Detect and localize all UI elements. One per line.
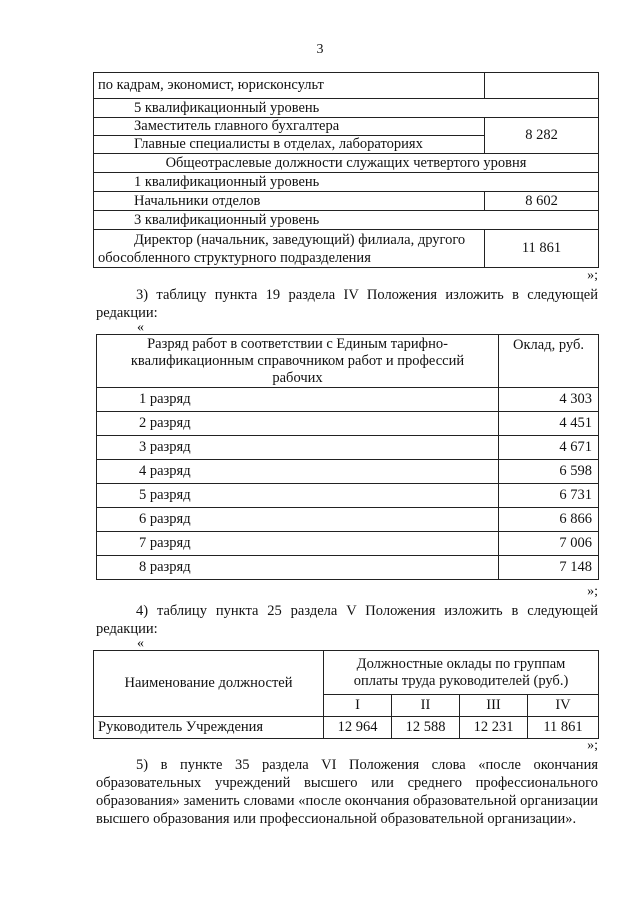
grade-cell: 2 разряд bbox=[97, 412, 499, 436]
grade-cell: 7 разряд bbox=[97, 532, 499, 556]
table-header-row bbox=[97, 335, 599, 388]
salary-cell: 6 598 bbox=[499, 460, 599, 484]
grade-cell: 3 разряд bbox=[97, 436, 499, 460]
table-row bbox=[94, 192, 599, 211]
table-row bbox=[94, 173, 599, 192]
header-grade: Разряд работ в соответствии с Единым тарифно-квалификационным справочником работ и профессий рабочих bbox=[97, 335, 499, 388]
table-cell: Заместитель главного бухгалтера bbox=[94, 118, 485, 136]
salary-cell: 4 451 bbox=[499, 412, 599, 436]
salary-cell: 12 964 bbox=[324, 717, 392, 739]
table-row bbox=[97, 484, 599, 508]
table-row bbox=[97, 436, 599, 460]
table-cell bbox=[485, 73, 599, 99]
table-managers bbox=[93, 650, 599, 739]
header-salary: Оклад, руб. bbox=[499, 335, 599, 388]
table-row bbox=[97, 508, 599, 532]
position-cell: Руководитель Учреждения bbox=[94, 717, 324, 739]
table-grades bbox=[96, 334, 599, 580]
table-header-row bbox=[94, 651, 599, 695]
quote-close-3: »; bbox=[587, 738, 598, 753]
table-row bbox=[94, 230, 599, 268]
header-groups: Должностные оклады по группам оплаты труда руководителей (руб.) bbox=[324, 651, 599, 695]
grade-cell: 6 разряд bbox=[97, 508, 499, 532]
group-header: III bbox=[460, 695, 528, 717]
salary-cell: 7 006 bbox=[499, 532, 599, 556]
table-row bbox=[97, 532, 599, 556]
page-number: 3 bbox=[316, 42, 324, 57]
grade-cell: 1 разряд bbox=[97, 388, 499, 412]
salary-cell: 4 671 bbox=[499, 436, 599, 460]
grade-cell: 5 разряд bbox=[97, 484, 499, 508]
table-row bbox=[97, 388, 599, 412]
salary-cell: 11 861 bbox=[528, 717, 599, 739]
paragraph-4: 4) таблицу пункта 25 раздела V Положения изложить в следующей редакции: bbox=[96, 603, 598, 637]
table-cell: по кадрам, экономист, юрисконсульт bbox=[94, 73, 485, 99]
table-row bbox=[94, 717, 599, 739]
quote-close-1: »; bbox=[587, 268, 598, 283]
header-position: Наименование должностей bbox=[94, 651, 324, 717]
table-cell: Главные специалисты в отделах, лабораториях bbox=[94, 136, 485, 154]
quote-open-1: « bbox=[137, 320, 144, 335]
table-row bbox=[97, 556, 599, 580]
salary-cell: 6 866 bbox=[499, 508, 599, 532]
quote-open-2: « bbox=[137, 636, 144, 651]
table-cell: Общеотраслевые должности служащих четвертого уровня bbox=[94, 154, 599, 173]
group-header: I bbox=[324, 695, 392, 717]
table-row bbox=[94, 99, 599, 118]
table-row bbox=[94, 73, 599, 99]
group-header: IV bbox=[528, 695, 599, 717]
table-cell: 11 861 bbox=[485, 230, 599, 268]
grade-cell: 8 разряд bbox=[97, 556, 499, 580]
table-cell: 1 квалификационный уровень bbox=[94, 173, 599, 192]
table-cell: 8 282 bbox=[485, 118, 599, 154]
table-cell: 5 квалификационный уровень bbox=[94, 99, 599, 118]
table-positions bbox=[93, 72, 599, 268]
group-header: II bbox=[392, 695, 460, 717]
salary-cell: 12 231 bbox=[460, 717, 528, 739]
salary-cell: 6 731 bbox=[499, 484, 599, 508]
paragraph-3: 3) таблицу пункта 19 раздела IV Положения изложить в следующей редакции: bbox=[96, 287, 598, 321]
table-cell: Начальники отделов bbox=[94, 192, 485, 211]
table-cell: 3 квалификационный уровень bbox=[94, 211, 599, 230]
salary-cell: 12 588 bbox=[392, 717, 460, 739]
salary-cell: 7 148 bbox=[499, 556, 599, 580]
table-row bbox=[94, 211, 599, 230]
table-row bbox=[94, 118, 599, 136]
salary-cell: 4 303 bbox=[499, 388, 599, 412]
table-row bbox=[97, 460, 599, 484]
table-row bbox=[94, 154, 599, 173]
table-row bbox=[97, 412, 599, 436]
table-cell: 8 602 bbox=[485, 192, 599, 211]
grade-cell: 4 разряд bbox=[97, 460, 499, 484]
paragraph-5: 5) в пункте 35 раздела VI Положения слова «после окончания образовательных учреждений высшего или среднего профессионального образования» заменить словами «после окончания образовательной организации высшего образования или профессиональной образовательной организации». bbox=[96, 757, 598, 827]
quote-close-2: »; bbox=[587, 584, 598, 599]
table-cell: Директор (начальник, заведующий) филиала, другого обособленного структурного подразделения bbox=[94, 230, 485, 268]
